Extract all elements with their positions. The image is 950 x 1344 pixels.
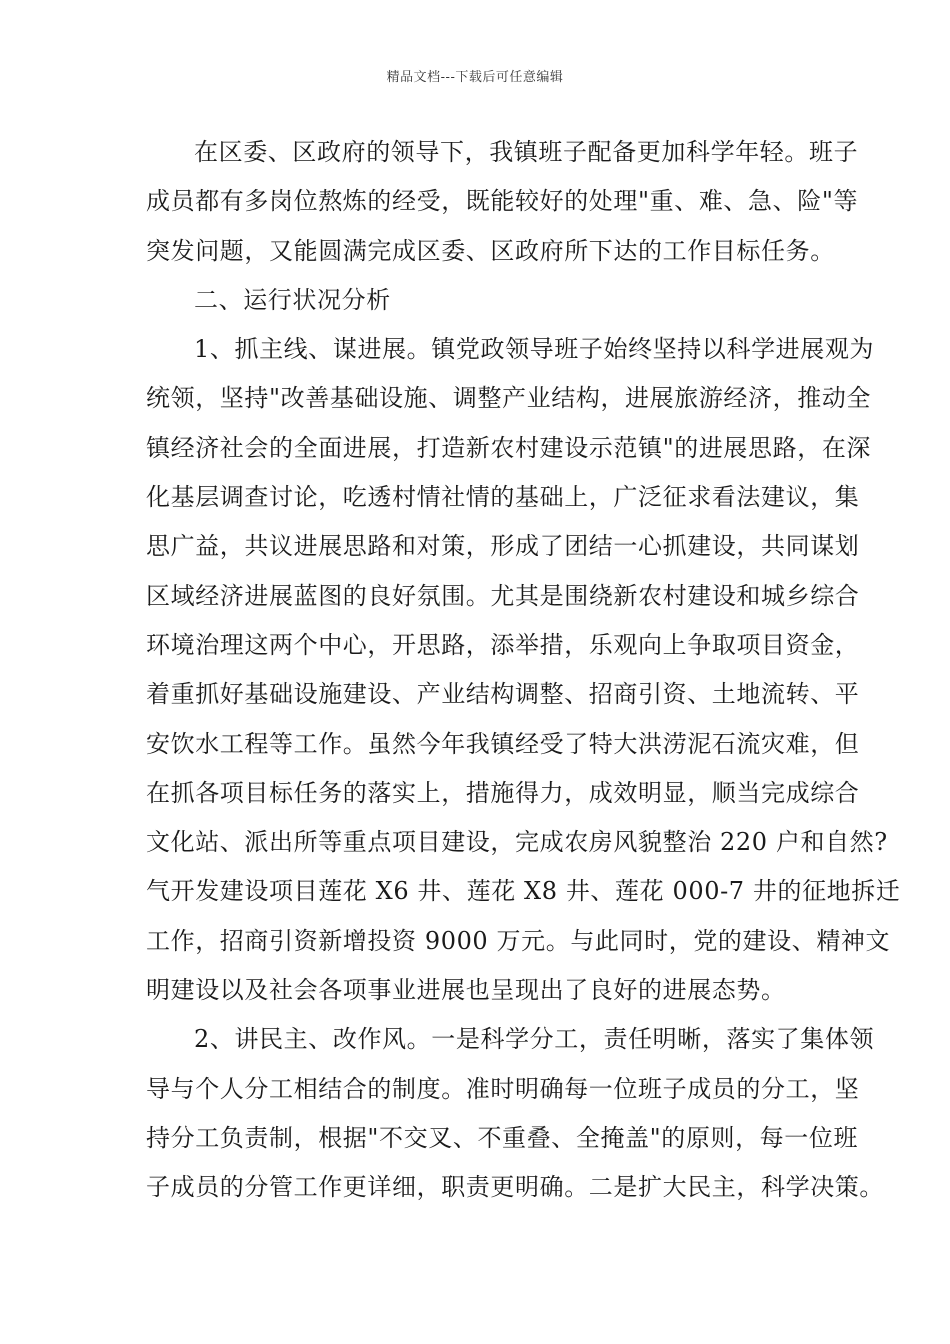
text-line: 镇经济社会的全面进展，打造新农村建设示范镇"的进展思路，在深 [146, 433, 872, 462]
text-line: 导与个人分工相结合的制度。准时明确每一位班子成员的分工，坚 [146, 1074, 860, 1103]
page-header: 精品文档---下载后可任意编辑 [386, 70, 564, 85]
text-line: 化基层调查讨论，吃透村情社情的基础上，广泛征求看法建议，集 [146, 483, 860, 512]
section-heading [146, 276, 816, 325]
text-line: 二、运行状况分析 [194, 285, 391, 314]
paragraph-democracy [146, 1015, 884, 1212]
text-line: 1、抓主线、谋进展。镇党政领导班子始终坚持以科学进展观为 [194, 335, 875, 364]
text-line: 在抓各项目标任务的落实上，措施得力，成效明显，顺当完成综合 [146, 778, 860, 807]
text-line: 环境治理这两个中心，开思路，添举措，乐观向上争取项目资金， [146, 630, 860, 659]
text-line: 气开发建设项目莲花 X6 井、莲花 X8 井、莲花 000-7 井的征地拆迁 [146, 877, 901, 906]
text-line: 统领，坚持"改善基础设施、调整产业结构，进展旅游经济，推动全 [146, 384, 872, 413]
text-line: 2、讲民主、改作风。一是科学分工，责任明晰，落实了集体领 [194, 1025, 875, 1054]
text-line: 明建设以及社会各项事业进展也呈现出了良好的进展态势。 [146, 976, 786, 1005]
text-line: 工作，招商引资新增投资 9000 万元。与此同时，党的建设、精神文 [146, 926, 891, 955]
text-line: 着重抓好基础设施建设、产业结构调整、招商引资、土地流转、平 [146, 680, 860, 709]
text-line: 持分工负责制，根据"不交叉、不重叠、全掩盖"的原则，每一位班 [146, 1123, 859, 1152]
text-line: 突发问题，又能圆满完成区委、区政府所下达的工作目标任务。 [146, 236, 835, 265]
text-line: 在区委、区政府的领导下，我镇班子配备更加科学年轻。班子 [194, 138, 859, 166]
text-line: 思广益，共议进展思路和对策，形成了团结一心抓建设，共同谋划 [146, 532, 860, 561]
text-line: 成员都有多岗位熬炼的经受，既能较好的处理"重、难、急、险"等 [146, 187, 859, 216]
text-line: 子成员的分管工作更详细，职责更明确。二是扩大民主，科学决策。 [146, 1173, 884, 1202]
text-line: 安饮水工程等工作。虽然今年我镇经受了特大洪涝泥石流灾难，但 [146, 729, 860, 758]
text-line: 文化站、派出所等重点项目建设，完成农房风貌整治 220 户和自然? [146, 828, 888, 857]
paragraph-main-line [146, 325, 901, 1015]
document-body [146, 128, 901, 1213]
paragraph-leadership [146, 128, 859, 276]
text-line: 区域经济进展蓝图的良好氛围。尤其是围绕新农村建设和城乡综合 [146, 581, 860, 610]
